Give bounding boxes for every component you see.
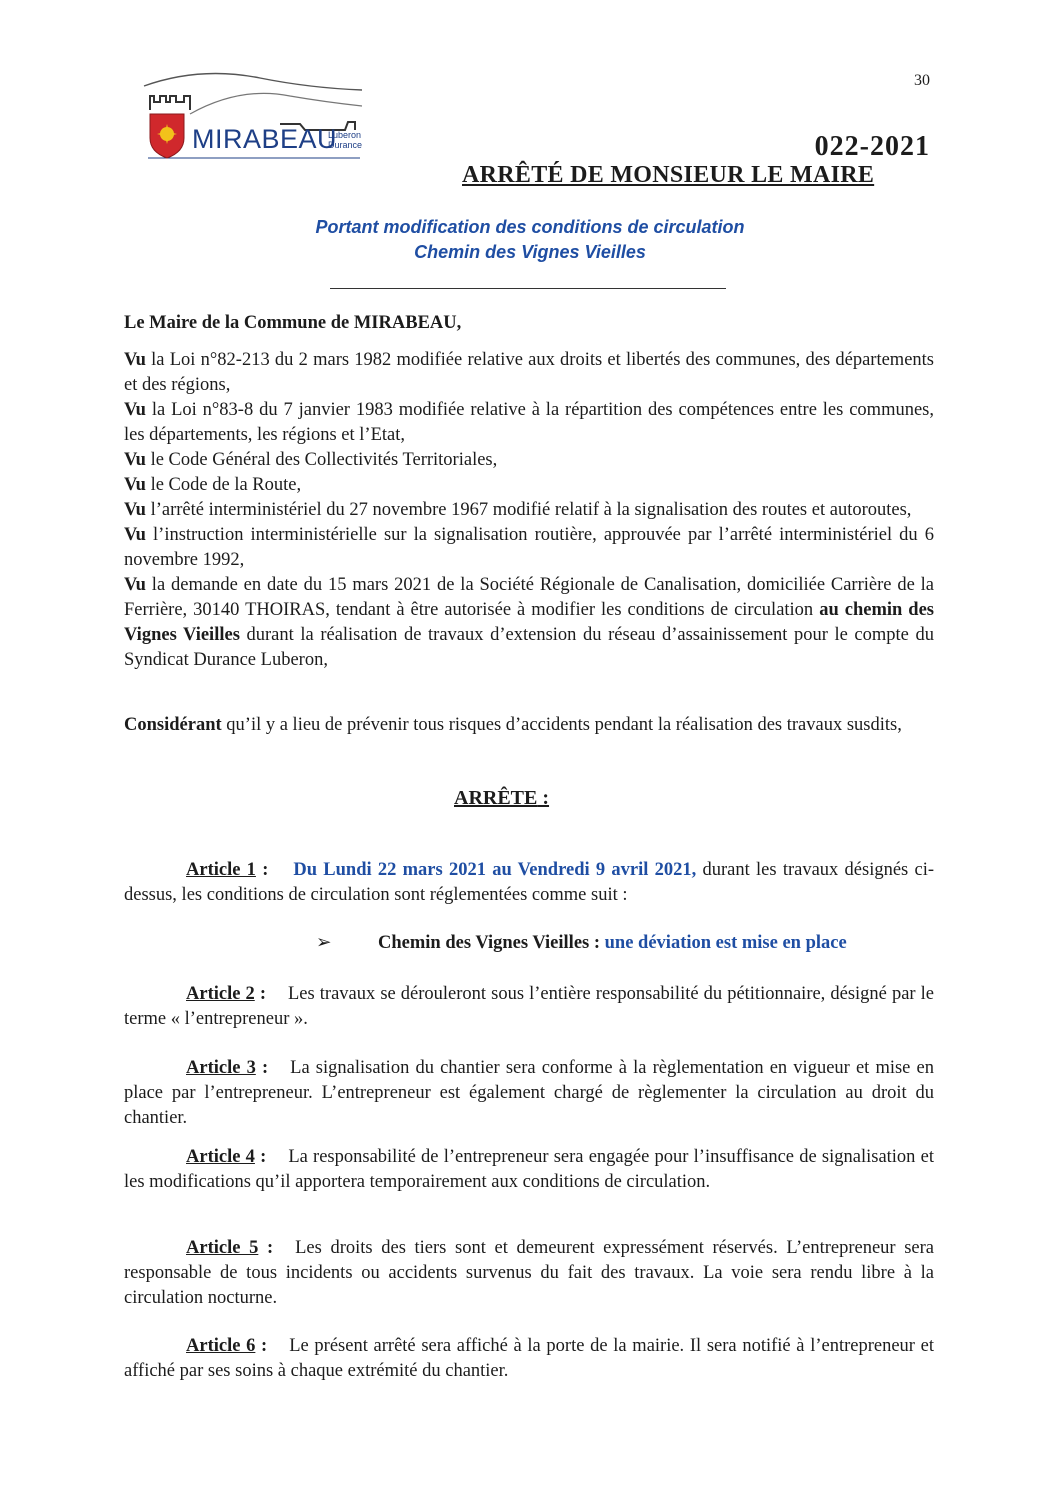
vu-item: Vu le Code Général des Collectivités Territoriales, [124, 450, 498, 470]
article-1: Article 1 : Du Lundi 22 mars 2021 au Vendredi 9 avril 2021, durant les travaux désignés ci-dessus, les conditions de circulation sont réglementées comme suit : [124, 860, 935, 905]
article-5: Article 5 : Les droits des tiers sont et demeurent expressément réservés. L’entrepreneur sera responsable de tous incidents ou accidents survenus du fait des travaux. La voie sera rendu libre à la circulation nocturne. [124, 1238, 934, 1308]
article-label: Article 3 [186, 1058, 256, 1078]
mirabeau-logo [140, 66, 370, 166]
article-label: Article 6 [186, 1336, 256, 1356]
vu-item: Vu la Loi n°82-213 du 2 mars 1982 modifiée relative aux droits et libertés des communes, des départements et des régions, [124, 350, 934, 395]
considerant-paragraph: Considérant qu’il y a lieu de prévenir tous risques d’accidents pendant la réalisation des travaux susdits, [124, 715, 902, 735]
vu-item: Vu l’instruction interministérielle sur la signalisation routière, approuvée par l’arrêté interministériel du 6 novembre 1992, [124, 525, 934, 570]
article-label: Article 1 [186, 860, 256, 880]
legal-basis-list [124, 348, 934, 673]
detour-bullet: ➢ Chemin des Vignes Vieilles : une déviation est mise en place [316, 933, 847, 953]
arrow-bullet-icon: ➢ [316, 933, 332, 953]
article-6: Article 6 : Le présent arrêté sera affiché à la porte de la mairie. Il sera notifié à l’entrepreneur et affiché par ses soins à chaque extrémité du chantier. [124, 1336, 934, 1381]
article-label: Article 5 [186, 1238, 259, 1258]
decree-reference: 022-2021 [814, 131, 930, 162]
logo-text: MIRABEAU [192, 124, 338, 154]
subtitle-line-2: Chemin des Vignes Vieilles [414, 242, 646, 262]
arrete-heading: ARRÊTE : [454, 787, 550, 809]
vu-item: Vu le Code de la Route, [124, 475, 302, 495]
subtitle-line-1: Portant modification des conditions de circulation [315, 217, 745, 237]
article-3: Article 3 : La signalisation du chantier sera conforme à la règlementation en vigueur et mise en place par l’entrepreneur. L’entrepreneur est également chargé de règlementer la circulation au droit du chantier. [124, 1058, 934, 1128]
article-2: Article 2 : Les travaux se dérouleront sous l’entière responsabilité du pétitionnaire, désigné par le terme « l’entrepreneur ». [124, 984, 935, 1029]
article-label: Article 4 [186, 1147, 255, 1167]
logo-subtext: Luberon Durance [328, 130, 363, 150]
page-number: 30 [914, 72, 930, 89]
article-4: Article 4 : La responsabilité de l’entrepreneur sera engagée pour l’insuffisance de signalisation et les modifications qu’il apportera temporairement aux conditions de circulation. [124, 1147, 935, 1192]
page-title: ARRÊTÉ DE MONSIEUR LE MAIRE [462, 162, 875, 188]
vu-item: Vu la Loi n°83-8 du 7 janvier 1983 modifiée relative à la répartition des compétences entre les communes, les départements, les régions et l’Etat, [124, 400, 934, 445]
divider [330, 288, 726, 289]
intro-line: Le Maire de la Commune de MIRABEAU, [124, 313, 462, 333]
vu-item: Vu la demande en date du 15 mars 2021 de la Société Régionale de Canalisation, domiciliée Carrière de la Ferrière, 30140 THOIRAS, tendant à être autorisée à modifier les conditions de circulation au chemin des Vignes Vieilles durant la réalisation de travaux d’extension du réseau d’assainissement pour le compte du Syndicat Durance Luberon, [124, 575, 934, 670]
vu-item: Vu l’arrêté interministériel du 27 novembre 1967 modifié relatif à la signalisation des routes et autoroutes, [124, 500, 912, 520]
article-label: Article 2 [186, 984, 255, 1004]
date-range: Du Lundi 22 mars 2021 au Vendredi 9 avril 2021, [293, 860, 697, 880]
